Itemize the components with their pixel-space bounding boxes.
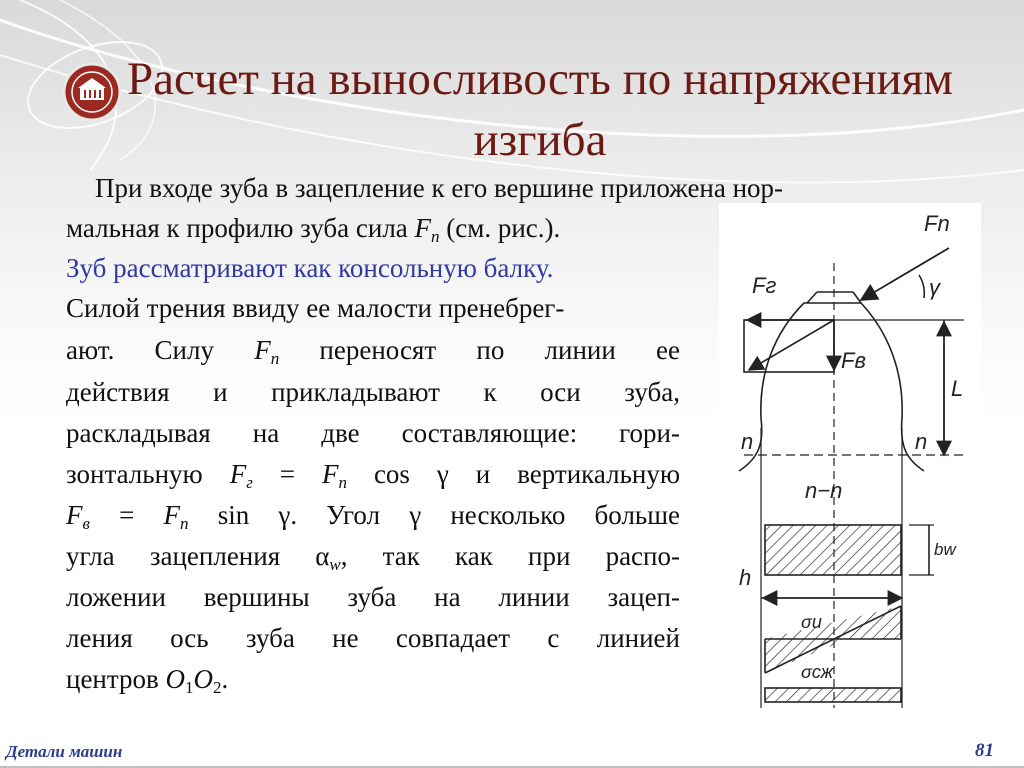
slide-title-line2: изгиба <box>473 114 607 166</box>
label-h: h <box>739 565 752 590</box>
label-Fv: Fв <box>841 348 866 373</box>
label-Fn: Fn <box>924 211 950 236</box>
text-line-7: раскладывая на две составляющие: гори- <box>66 418 680 448</box>
label-bw: bw <box>934 540 956 559</box>
text-line-5: ают. Силу $F_n$ переносят по линии ее <box>66 335 680 368</box>
label-sigma-szh: σсж <box>801 662 834 682</box>
text-line-2: мальная к профилю зуба сила $F_n$ (см. рис.). <box>66 213 561 246</box>
text-line-11: ложении вершины зуба на линии зацеп- <box>66 582 680 612</box>
label-sigma-u: σu <box>801 612 822 632</box>
text-line-10: угла зацепления $\alpha_w$, так как при распо- <box>66 541 680 574</box>
text-line-9: $F_в = F_n$ sin γ. Угол γ несколько больше <box>66 500 681 533</box>
text-line-4: Силой трения ввиду ее малости пренебрег- <box>66 293 565 323</box>
text-line-console-beam: Зуб рассматривают как консольную балку. <box>66 253 554 283</box>
label-n-n: n−n <box>805 478 843 503</box>
label-L: L <box>951 376 964 401</box>
text-line-1: При входе зуба в зацепление к его вершине приложена нор- <box>95 173 784 203</box>
text-line-8: зонтальную $F_г = F_n$ cos γ и вертикальную <box>66 459 680 492</box>
label-Fg: Fг <box>752 273 777 298</box>
slide-title-line1: Расчет на выносливость по напряжениям <box>126 53 954 105</box>
text-line-12: ления ось зуба не совпадает с линией <box>66 623 680 653</box>
footer-course-title: Детали машин <box>6 742 123 761</box>
label-gamma: γ <box>929 275 940 300</box>
label-n-left: n <box>741 429 754 454</box>
label-n-right: n <box>915 429 928 454</box>
tooth-bending-diagram <box>719 203 981 712</box>
footer-page-number: 81 <box>975 740 994 761</box>
text-line-6: действия и прикладывают к оси зуба, <box>66 377 680 407</box>
text-line-13: центров $O_1O_2$. <box>66 664 229 697</box>
